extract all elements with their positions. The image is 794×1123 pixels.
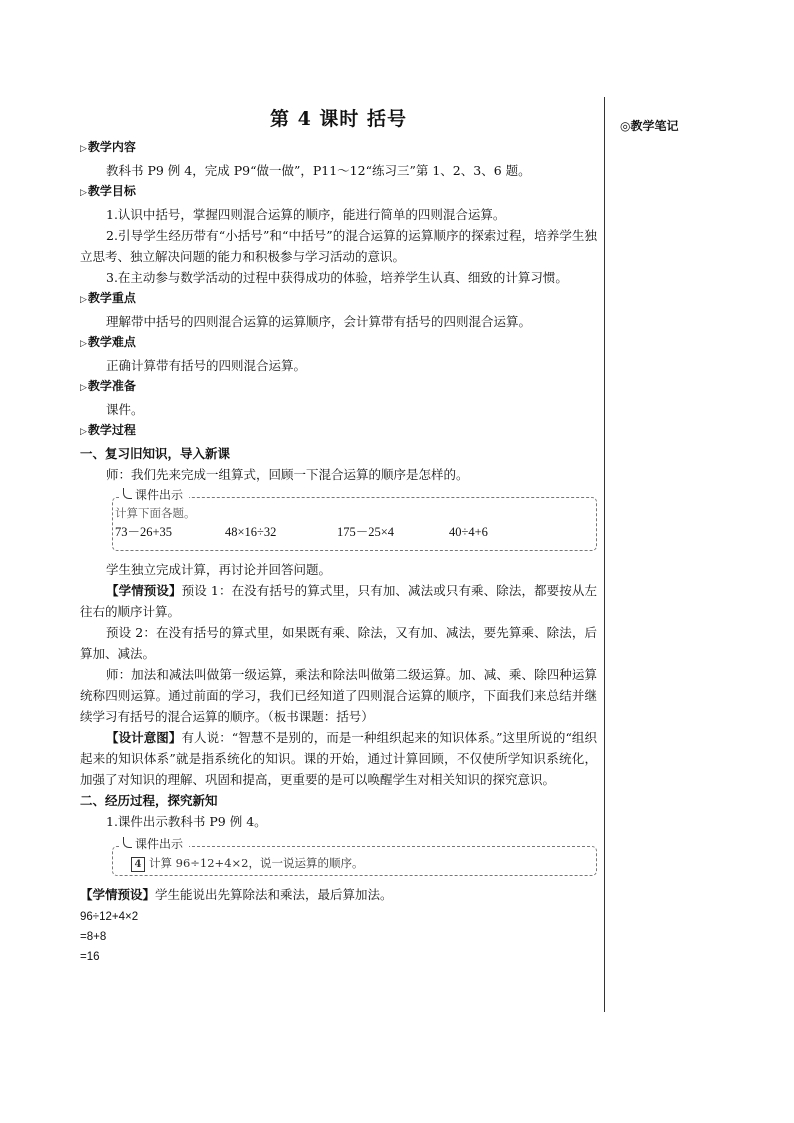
calc-line: =8+8 xyxy=(80,931,107,943)
box-title: 课件出示 xyxy=(119,487,189,503)
calc-line: =16 xyxy=(80,951,100,963)
part1-p2: 学生独立完成计算，再讨论并回答问题。 xyxy=(106,562,332,577)
label-preset: 【学情预设】 xyxy=(80,887,156,902)
triangle-icon: ▷ xyxy=(80,188,87,198)
part1-p6: 【设计意图】有人说：“智慧不是别的，而是一种组织起来的知识体系。”这里所说的“组织起来的知识体系”就是指系统化的知识。课的开始，通过计算回顾，不仅使所学知识系统化，加强了对知识的理解、巩固和提高，更重要的是可以唤醒学生对相关知识的探究意识。 xyxy=(80,730,597,787)
prep-text: 课件。 xyxy=(106,402,144,417)
part1-heading: 一、复习旧知识，导入新课 xyxy=(80,446,231,461)
side-notes-heading: ◎教学笔记 xyxy=(620,119,679,133)
key-text: 理解带中括号的四则混合运算的运算顺序，会计算带有括号的四则混合运算。 xyxy=(106,314,532,329)
part1-p1: 师：我们先来完成一组算式，回顾一下混合运算的顺序是怎样的。 xyxy=(106,467,469,482)
section-heading-prep: ▷教学准备 xyxy=(80,379,136,393)
triangle-icon: ▷ xyxy=(80,295,87,305)
section-heading-process: ▷教学过程 xyxy=(80,423,136,437)
triangle-icon: ▷ xyxy=(80,339,87,349)
part2-preset: 【学情预设】学生能说出先算除法和乘法，最后算加法。 xyxy=(80,887,393,902)
example-question: 4 计算 96÷12+4×2，说一说运算的顺序。 xyxy=(113,847,596,874)
part1-p3: 【学情预设】预设 1：在没有括号的算式里，只有加、减法或只有乘、除法，都要按从左往右的顺序计算。 xyxy=(80,583,597,619)
expression-row xyxy=(115,523,596,542)
label-intent: 【设计意图】 xyxy=(106,730,182,745)
goal-3: 3.在主动参与数学活动的过程中获得成功的体验，培养学生认真、细致的计算习惯。 xyxy=(106,270,568,285)
expression: 175－25×4 xyxy=(337,525,395,539)
lesson-content xyxy=(80,137,597,967)
example-number-badge: 4 xyxy=(131,857,145,872)
part2-p1: 1.课件出示教科书 P9 例 4。 xyxy=(106,814,267,829)
part1-p4: 预设 2：在没有括号的算式里，如果既有乘、除法，又有加、减法，要先算乘、除法，后算加、减法。 xyxy=(80,625,597,661)
goal-2: 2.引导学生经历带有“小括号”和“中括号”的混合运算的运算顺序的探索过程，培养学生独立思考、独立解决问题的能力和积极参与学习活动的意识。 xyxy=(80,228,597,264)
expression: 40÷4+6 xyxy=(449,525,488,539)
goal-1: 1.认识中括号，掌握四则混合运算的顺序，能进行简单的四则混合运算。 xyxy=(106,207,506,222)
courseware-box-1 xyxy=(112,488,597,551)
expression: 48×16÷32 xyxy=(225,525,277,539)
bracket-icon xyxy=(123,837,132,848)
page-title: 第 4 课时 括号 xyxy=(269,108,408,130)
part2-heading: 二、经历过程，探究新知 xyxy=(80,793,218,808)
section-heading-goals: ▷教学目标 xyxy=(80,184,136,198)
column-divider xyxy=(604,97,605,1012)
label-preset: 【学情预设】 xyxy=(106,583,182,598)
bracket-icon xyxy=(123,488,132,499)
calculation-steps xyxy=(80,907,597,967)
calc-line: 96÷12+4×2 xyxy=(80,911,139,923)
courseware-box-2 xyxy=(112,837,597,876)
box-hint: 计算下面各题。 xyxy=(115,506,196,520)
triangle-icon: ▷ xyxy=(80,144,87,154)
box-title: 课件出示 xyxy=(119,836,189,852)
triangle-icon: ▷ xyxy=(80,383,87,393)
section-heading-key: ▷教学重点 xyxy=(80,291,136,305)
section-heading-difficulty: ▷教学难点 xyxy=(80,335,136,349)
content-text: 教科书 P9 例 4，完成 P9“做一做”，P11～12“练习三”第 1、2、3、6 题。 xyxy=(106,163,531,178)
triangle-icon: ▷ xyxy=(80,427,87,437)
difficulty-text: 正确计算带有括号的四则混合运算。 xyxy=(106,358,307,373)
part1-p5: 师：加法和减法叫做第一级运算，乘法和除法叫做第二级运算。加、减、乘、除四种运算统称四则运算。通过前面的学习，我们已经知道了四则混合运算的顺序，下面我们来总结并继续学习有括号的混合运算的顺序。（板书课题：括号） xyxy=(80,667,597,724)
section-heading-content: ▷教学内容 xyxy=(80,140,136,154)
expression: 73－26+35 xyxy=(115,525,173,539)
